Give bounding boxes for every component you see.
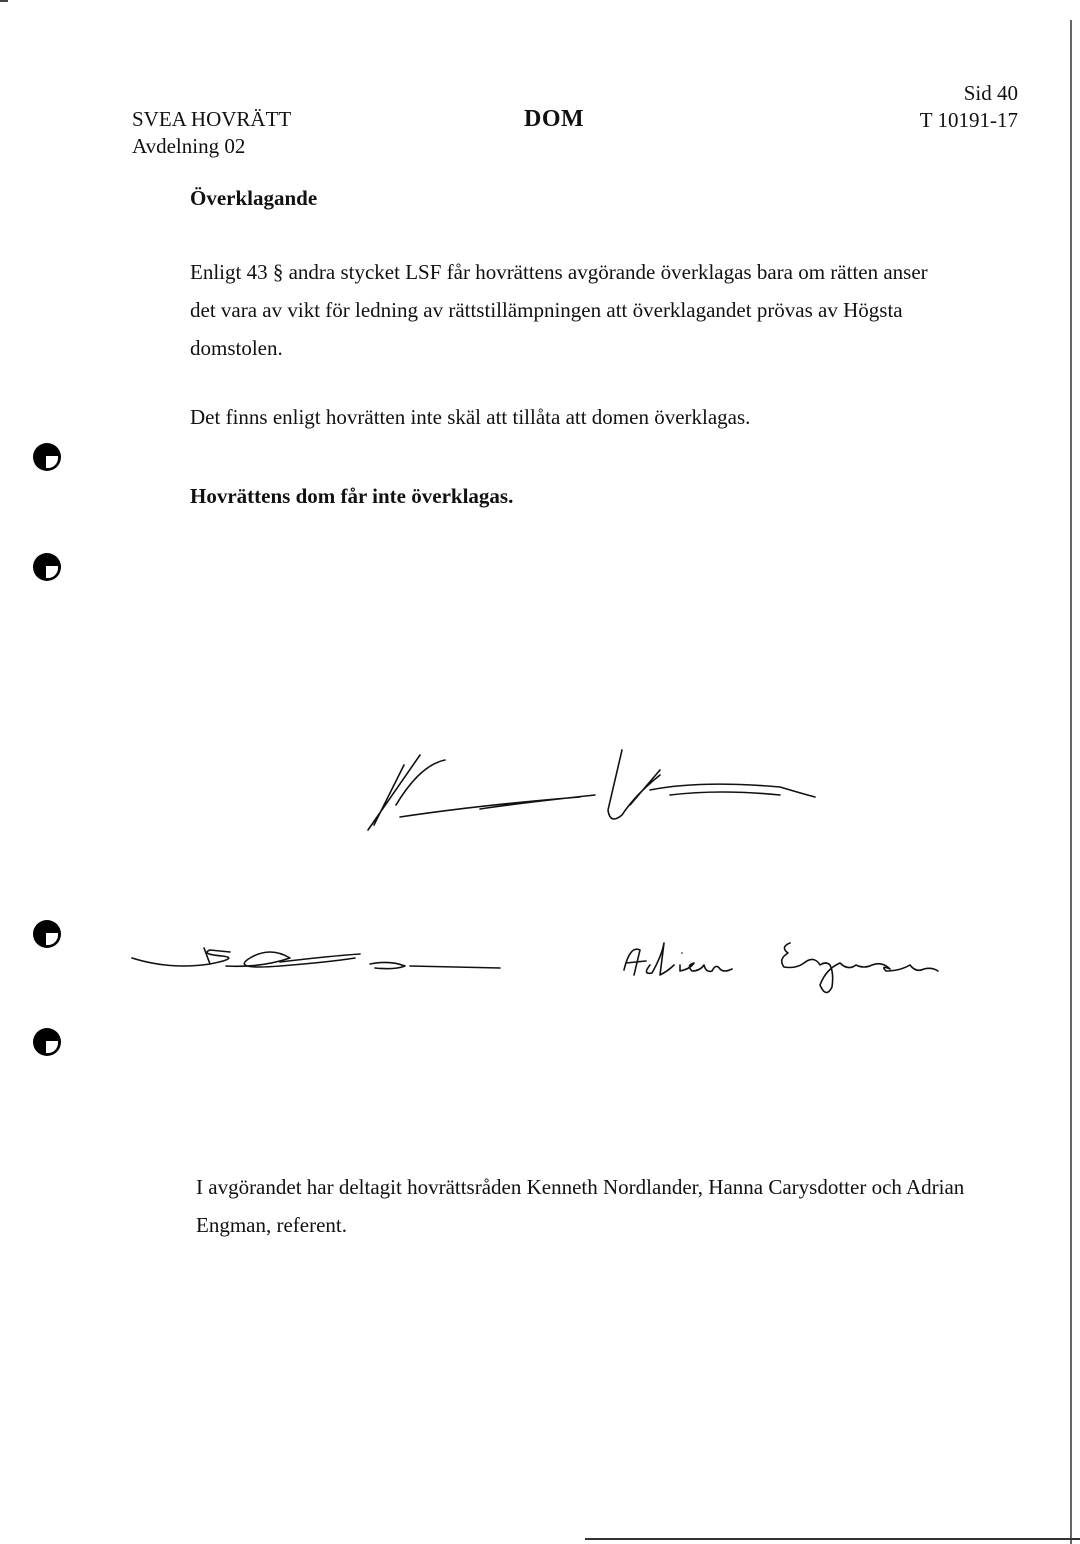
signature-kenneth-nordlander xyxy=(360,745,820,835)
document-type: DOM xyxy=(524,106,585,132)
court-name: SVEA HOVRÄTT xyxy=(132,107,292,131)
signature-hanna-carysdotter xyxy=(130,940,510,980)
punch-hole-3 xyxy=(33,920,61,948)
page-number: Sid 40 xyxy=(963,81,1018,105)
punch-hole-1 xyxy=(33,443,61,471)
page-info xyxy=(920,80,1018,134)
court-division: Avdelning 02 xyxy=(132,134,246,158)
court-assessment-paragraph: Det finns enligt hovrätten inte skäl att tillåta att domen överklagas. xyxy=(190,405,751,429)
bottom-rule xyxy=(585,1538,1080,1540)
page-corner-mark xyxy=(0,0,8,2)
appeal-rule-paragraph: Enligt 43 § andra stycket LSF får hovrättens avgörande överklagas bara om rätten anser det vara av vikt för ledning av rättstillämpningen att överklagandet prövas av Högsta domstolen. xyxy=(190,260,928,360)
case-number: T 10191-17 xyxy=(919,108,1018,132)
section-heading: Överklagande xyxy=(190,186,318,210)
punch-hole-2 xyxy=(33,553,61,581)
scan-edge-line xyxy=(1070,20,1072,1544)
signature-adrian-engman xyxy=(620,925,960,1005)
punch-hole-4 xyxy=(33,1028,61,1056)
participants-statement: I avgörandet har deltagit hovrättsråden Kenneth Nordlander, Hanna Carysdotter och Adrian Engman, referent. xyxy=(196,1175,965,1237)
verdict-statement: Hovrättens dom får inte överklagas. xyxy=(190,484,514,508)
court-header xyxy=(132,106,291,160)
